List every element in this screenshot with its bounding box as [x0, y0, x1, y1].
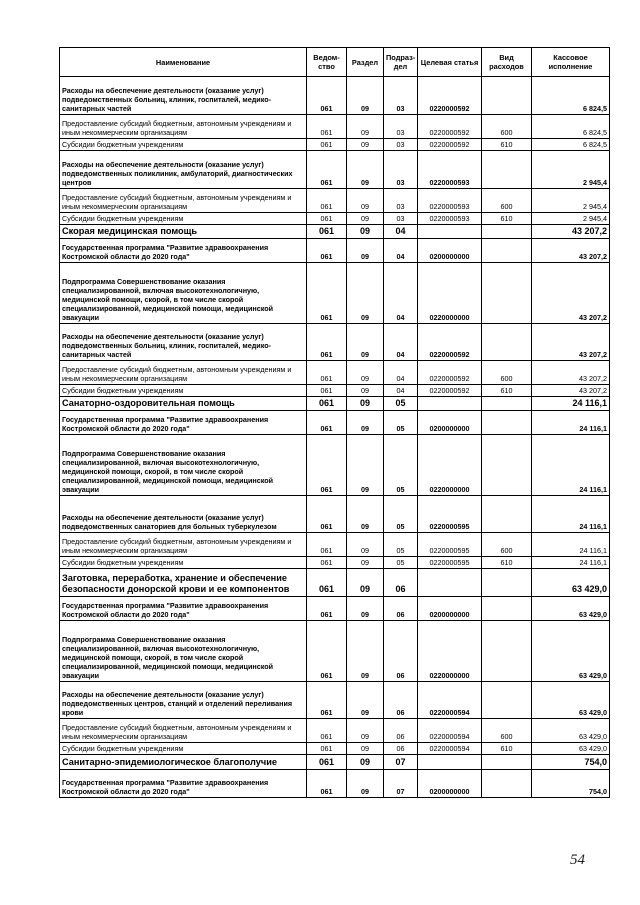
cell-name: Государственная программа "Развитие здравоохранения Костромской области до 2020 года": [60, 770, 307, 798]
cell-section: 09: [347, 397, 384, 411]
cell-subsection: 05: [384, 557, 418, 569]
cell-section: 09: [347, 411, 384, 435]
table-row: [60, 755, 610, 770]
cell-cash-execution: 43 207,2: [532, 263, 610, 324]
cell-section: 09: [347, 239, 384, 263]
header-cash-execution: Кассовое исполнение: [532, 48, 610, 77]
cell-cash-execution: 43 207,2: [532, 361, 610, 385]
cell-department: 061: [307, 151, 347, 189]
table-row: [60, 743, 610, 755]
cell-subsection: 03: [384, 189, 418, 213]
cell-target-article: [418, 569, 482, 597]
cell-expense-type: [482, 225, 532, 239]
cell-subsection: 05: [384, 435, 418, 496]
cell-name: Предоставление субсидий бюджетным, автономным учреждениям и иным некоммерческим организациям: [60, 361, 307, 385]
cell-target-article: 0220000595: [418, 533, 482, 557]
cell-name: Подпрограмма Совершенствование оказания специализированной, включая высокотехнологичную, медицинской помощи, скорой, в том числе скорой специализированной, медицинской помощи, медицинской эвакуации: [60, 263, 307, 324]
cell-section: 09: [347, 361, 384, 385]
cell-expense-type: 600: [482, 719, 532, 743]
cell-target-article: 0220000592: [418, 361, 482, 385]
cell-subsection: 05: [384, 397, 418, 411]
cell-subsection: 04: [384, 263, 418, 324]
cell-department: 061: [307, 533, 347, 557]
cell-target-article: 0220000593: [418, 151, 482, 189]
cell-cash-execution: 6 824,5: [532, 139, 610, 151]
cell-name: Предоставление субсидий бюджетным, автономным учреждениям и иным некоммерческим организациям: [60, 719, 307, 743]
cell-section: 09: [347, 77, 384, 115]
cell-target-article: 0220000592: [418, 324, 482, 361]
cell-section: 09: [347, 533, 384, 557]
table-row: [60, 139, 610, 151]
cell-section: 09: [347, 719, 384, 743]
cell-name: Заготовка, переработка, хранение и обеспечение безопасности донорской крови и ее компонентов: [60, 569, 307, 597]
cell-cash-execution: 754,0: [532, 770, 610, 798]
cell-cash-execution: 43 207,2: [532, 324, 610, 361]
cell-expense-type: [482, 239, 532, 263]
cell-target-article: 0220000592: [418, 77, 482, 115]
cell-subsection: 07: [384, 770, 418, 798]
cell-department: 061: [307, 225, 347, 239]
cell-section: 09: [347, 385, 384, 397]
cell-subsection: 05: [384, 533, 418, 557]
table-row: [60, 361, 610, 385]
cell-name: Субсидии бюджетным учреждениям: [60, 213, 307, 225]
cell-name: Государственная программа "Развитие здравоохранения Костромской области до 2020 года": [60, 597, 307, 621]
cell-cash-execution: 24 116,1: [532, 435, 610, 496]
cell-cash-execution: 2 945,4: [532, 151, 610, 189]
table-row: [60, 770, 610, 798]
cell-name: Предоставление субсидий бюджетным, автономным учреждениям и иным некоммерческим организациям: [60, 533, 307, 557]
cell-name: Субсидии бюджетным учреждениям: [60, 385, 307, 397]
cell-target-article: 0220000593: [418, 213, 482, 225]
cell-name: Предоставление субсидий бюджетным, автономным учреждениям и иным некоммерческим организациям: [60, 189, 307, 213]
cell-target-article: 0220000594: [418, 682, 482, 719]
table-row: [60, 263, 610, 324]
cell-subsection: 03: [384, 77, 418, 115]
cell-cash-execution: 24 116,1: [532, 496, 610, 533]
cell-name: Субсидии бюджетным учреждениям: [60, 557, 307, 569]
cell-cash-execution: 63 429,0: [532, 569, 610, 597]
cell-cash-execution: 43 207,2: [532, 385, 610, 397]
cell-cash-execution: 63 429,0: [532, 743, 610, 755]
cell-expense-type: [482, 151, 532, 189]
cell-department: 061: [307, 719, 347, 743]
cell-target-article: 0220000595: [418, 496, 482, 533]
cell-target-article: 0200000000: [418, 597, 482, 621]
cell-subsection: 04: [384, 385, 418, 397]
cell-expense-type: [482, 755, 532, 770]
cell-cash-execution: 63 429,0: [532, 621, 610, 682]
cell-cash-execution: 24 116,1: [532, 397, 610, 411]
cell-department: 061: [307, 682, 347, 719]
page-number: 54: [570, 852, 585, 868]
table-row: [60, 621, 610, 682]
cell-subsection: 04: [384, 361, 418, 385]
table-row: [60, 385, 610, 397]
table-row: [60, 115, 610, 139]
cell-department: 061: [307, 597, 347, 621]
cell-cash-execution: 24 116,1: [532, 533, 610, 557]
cell-name: Расходы на обеспечение деятельности (оказание услуг) подведомственных центров, станций и отделений переливания крови: [60, 682, 307, 719]
cell-expense-type: [482, 569, 532, 597]
cell-section: 09: [347, 115, 384, 139]
cell-cash-execution: 2 945,4: [532, 213, 610, 225]
cell-subsection: 03: [384, 115, 418, 139]
cell-target-article: 0200000000: [418, 239, 482, 263]
cell-target-article: 0200000000: [418, 411, 482, 435]
cell-name: Расходы на обеспечение деятельности (оказание услуг) подведомственных поликлиник, амбулаторий, диагностических центров: [60, 151, 307, 189]
cell-department: 061: [307, 411, 347, 435]
cell-expense-type: 610: [482, 385, 532, 397]
header-section: Раздел: [347, 48, 384, 77]
table-row: [60, 496, 610, 533]
cell-expense-type: [482, 496, 532, 533]
cell-expense-type: 600: [482, 361, 532, 385]
cell-target-article: 0220000594: [418, 719, 482, 743]
cell-section: 09: [347, 569, 384, 597]
cell-target-article: 0220000592: [418, 115, 482, 139]
cell-subsection: 04: [384, 225, 418, 239]
cell-expense-type: 610: [482, 557, 532, 569]
cell-subsection: 06: [384, 682, 418, 719]
table-row: [60, 324, 610, 361]
cell-expense-type: [482, 411, 532, 435]
cell-department: 061: [307, 755, 347, 770]
cell-department: 061: [307, 385, 347, 397]
cell-department: 061: [307, 435, 347, 496]
cell-department: 061: [307, 361, 347, 385]
cell-expense-type: 600: [482, 189, 532, 213]
budget-table-sheet: [59, 47, 609, 798]
cell-name: Санаторно-оздоровительная помощь: [60, 397, 307, 411]
table-row: [60, 533, 610, 557]
table-row: [60, 435, 610, 496]
cell-section: 09: [347, 755, 384, 770]
cell-department: 061: [307, 213, 347, 225]
cell-expense-type: [482, 770, 532, 798]
cell-section: 09: [347, 557, 384, 569]
cell-name: Государственная программа "Развитие здравоохранения Костромской области до 2020 года": [60, 411, 307, 435]
table-row: [60, 225, 610, 239]
cell-cash-execution: 63 429,0: [532, 719, 610, 743]
cell-target-article: 0200000000: [418, 770, 482, 798]
cell-name: Предоставление субсидий бюджетным, автономным учреждениям и иным некоммерческим организациям: [60, 115, 307, 139]
cell-department: 061: [307, 770, 347, 798]
cell-subsection: 06: [384, 743, 418, 755]
cell-section: 09: [347, 496, 384, 533]
cell-target-article: 0220000000: [418, 263, 482, 324]
cell-department: 061: [307, 189, 347, 213]
cell-cash-execution: 43 207,2: [532, 225, 610, 239]
cell-expense-type: 600: [482, 115, 532, 139]
cell-section: 09: [347, 263, 384, 324]
cell-target-article: [418, 225, 482, 239]
cell-target-article: 0220000592: [418, 139, 482, 151]
cell-name: Скорая медицинская помощь: [60, 225, 307, 239]
cell-name: Подпрограмма Совершенствование оказания специализированной, включая высокотехнологичную, медицинской помощи, скорой, в том числе скорой специализированной, медицинской помощи, медицинской эвакуации: [60, 435, 307, 496]
cell-department: 061: [307, 397, 347, 411]
cell-subsection: 06: [384, 597, 418, 621]
cell-department: 061: [307, 263, 347, 324]
header-department: Ведом-ство: [307, 48, 347, 77]
cell-department: 061: [307, 324, 347, 361]
table-header-row: [60, 48, 610, 77]
table-row: [60, 719, 610, 743]
cell-expense-type: [482, 324, 532, 361]
cell-department: 061: [307, 621, 347, 682]
cell-expense-type: [482, 77, 532, 115]
cell-subsection: 03: [384, 139, 418, 151]
cell-section: 09: [347, 682, 384, 719]
cell-section: 09: [347, 225, 384, 239]
cell-department: 061: [307, 77, 347, 115]
cell-section: 09: [347, 213, 384, 225]
header-name: Наименование: [60, 48, 307, 77]
cell-name: Санитарно-эпидемиологическое благополучие: [60, 755, 307, 770]
cell-cash-execution: 2 945,4: [532, 189, 610, 213]
cell-name: Субсидии бюджетным учреждениям: [60, 743, 307, 755]
cell-department: 061: [307, 239, 347, 263]
cell-cash-execution: 24 116,1: [532, 557, 610, 569]
cell-target-article: 0220000593: [418, 189, 482, 213]
header-subsection: Подраз-дел: [384, 48, 418, 77]
cell-expense-type: [482, 597, 532, 621]
cell-expense-type: [482, 263, 532, 324]
cell-department: 061: [307, 115, 347, 139]
cell-name: Государственная программа "Развитие здравоохранения Костромской области до 2020 года": [60, 239, 307, 263]
cell-subsection: 06: [384, 621, 418, 682]
cell-subsection: 05: [384, 496, 418, 533]
cell-expense-type: 610: [482, 743, 532, 755]
cell-cash-execution: 43 207,2: [532, 239, 610, 263]
table-row: [60, 239, 610, 263]
cell-expense-type: 610: [482, 139, 532, 151]
table-row: [60, 557, 610, 569]
cell-cash-execution: 63 429,0: [532, 597, 610, 621]
cell-subsection: 04: [384, 239, 418, 263]
cell-section: 09: [347, 435, 384, 496]
cell-department: 061: [307, 743, 347, 755]
cell-subsection: 03: [384, 213, 418, 225]
table-body: [60, 77, 610, 798]
cell-target-article: 0220000000: [418, 621, 482, 682]
cell-section: 09: [347, 139, 384, 151]
cell-name: Расходы на обеспечение деятельности (оказание услуг) подведомственных санаториев для больных туберкулезом: [60, 496, 307, 533]
cell-subsection: 06: [384, 719, 418, 743]
table-row: [60, 77, 610, 115]
table-row: [60, 411, 610, 435]
cell-name: Расходы на обеспечение деятельности (оказание услуг) подведомственных больниц, клиник, госпиталей, медико-санитарных частей: [60, 324, 307, 361]
cell-target-article: 0220000594: [418, 743, 482, 755]
cell-cash-execution: 63 429,0: [532, 682, 610, 719]
cell-expense-type: [482, 682, 532, 719]
cell-department: 061: [307, 496, 347, 533]
cell-section: 09: [347, 151, 384, 189]
cell-subsection: 04: [384, 324, 418, 361]
cell-cash-execution: 754,0: [532, 755, 610, 770]
table-row: [60, 213, 610, 225]
header-expense-type: Вид расходов: [482, 48, 532, 77]
cell-section: 09: [347, 743, 384, 755]
table-row: [60, 397, 610, 411]
cell-cash-execution: 6 824,5: [532, 115, 610, 139]
cell-expense-type: 600: [482, 533, 532, 557]
cell-name: Подпрограмма Совершенствование оказания специализированной, включая высокотехнологичную, медицинской помощи, скорой, в том числе скорой специализированной, медицинской помощи, медицинской эвакуации: [60, 621, 307, 682]
cell-subsection: 03: [384, 151, 418, 189]
cell-section: 09: [347, 324, 384, 361]
cell-expense-type: [482, 435, 532, 496]
cell-expense-type: [482, 621, 532, 682]
cell-name: Расходы на обеспечение деятельности (оказание услуг) подведомственных больниц, клиник, госпиталей, медико-санитарных частей: [60, 77, 307, 115]
cell-section: 09: [347, 189, 384, 213]
cell-cash-execution: 6 824,5: [532, 77, 610, 115]
cell-target-article: [418, 755, 482, 770]
header-target-article: Целевая статья: [418, 48, 482, 77]
cell-expense-type: [482, 397, 532, 411]
cell-subsection: 05: [384, 411, 418, 435]
cell-department: 061: [307, 139, 347, 151]
cell-expense-type: 610: [482, 213, 532, 225]
cell-department: 061: [307, 557, 347, 569]
cell-department: 061: [307, 569, 347, 597]
table-row: [60, 682, 610, 719]
cell-target-article: 0220000000: [418, 435, 482, 496]
cell-subsection: 07: [384, 755, 418, 770]
cell-target-article: [418, 397, 482, 411]
table-row: [60, 189, 610, 213]
cell-section: 09: [347, 597, 384, 621]
cell-cash-execution: 24 116,1: [532, 411, 610, 435]
table-row: [60, 569, 610, 597]
table-row: [60, 597, 610, 621]
cell-name: Субсидии бюджетным учреждениям: [60, 139, 307, 151]
budget-execution-table: [59, 47, 610, 798]
cell-section: 09: [347, 621, 384, 682]
table-row: [60, 151, 610, 189]
cell-target-article: 0220000595: [418, 557, 482, 569]
cell-subsection: 06: [384, 569, 418, 597]
cell-target-article: 0220000592: [418, 385, 482, 397]
cell-section: 09: [347, 770, 384, 798]
